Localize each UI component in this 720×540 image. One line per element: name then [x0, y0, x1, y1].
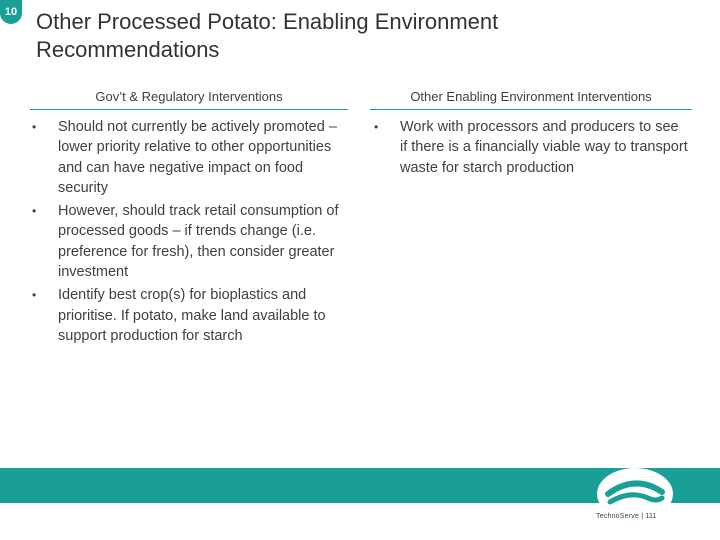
- list-item: [30, 117, 348, 198]
- bullet-text: However, should track retail consumption of processed goods – if trends change (i.e. preference for fresh), then consider greater investment: [58, 203, 339, 281]
- slide-number-badge: 10: [0, 0, 22, 24]
- list-item: [30, 285, 348, 346]
- bullet-icon: •: [32, 288, 37, 303]
- bullet-icon: •: [374, 120, 379, 134]
- bullet-text: Identify best crop(s) for bioplastics and prioritise. If potato, make land available to support production for starch: [58, 287, 326, 344]
- list-item: [372, 117, 688, 178]
- bullet-text: Work with processors and producers to see if there is a financially viable way to transport waste for starch production: [400, 119, 688, 176]
- bullet-text: Should not currently be actively promoted – lower priority relative to other opportunities and can have negative impact on food security: [58, 119, 337, 196]
- right-bullet-list: [372, 117, 688, 181]
- right-column-heading: Other Enabling Environment Interventions: [370, 89, 692, 110]
- list-item: [30, 201, 348, 282]
- left-bullet-list: [30, 117, 348, 349]
- bullet-icon: •: [32, 204, 37, 219]
- left-column-heading: Gov’t & Regulatory Interventions: [30, 89, 348, 110]
- footer-page-label: TechnoServe | 111: [596, 513, 657, 520]
- page-title: Other Processed Potato: Enabling Environment Recommendations: [36, 9, 499, 62]
- bullet-icon: •: [32, 120, 37, 134]
